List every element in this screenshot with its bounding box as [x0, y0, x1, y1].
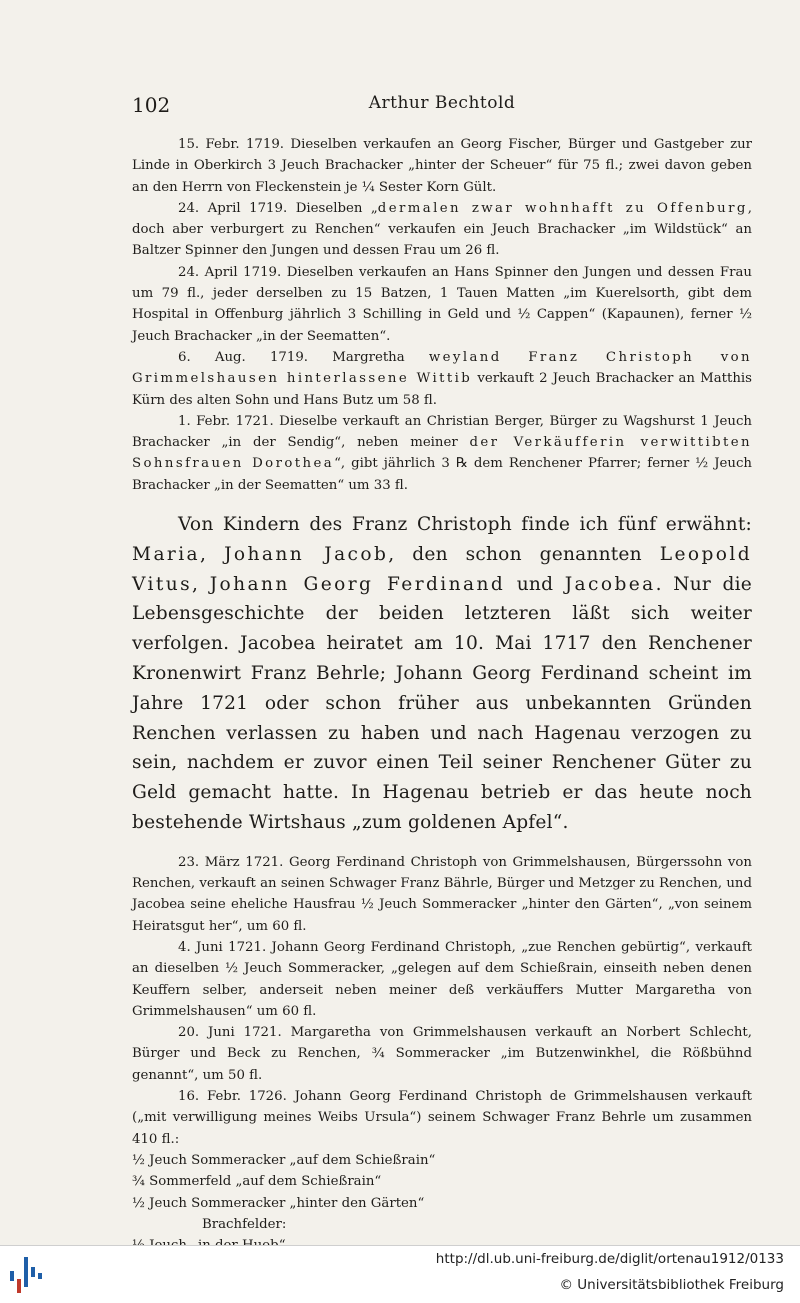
- entry-paragraph: 20. Juni 1721. Margaretha von Grimmelshausen verkauft an Norbert Schlecht, Bürger und Beck zu Renchen, ¾ Sommeracker „im Butzenwinkhel, die Rößbühnd genannt“, um 50 fl.: [132, 1025, 752, 1083]
- viewer-footer: [0, 1245, 800, 1303]
- library-logo-icon: [10, 1257, 42, 1293]
- land-list: [132, 1150, 752, 1256]
- entry-paragraph: 6. Aug. 1719. Margretha weyland Franz Christoph von Grimmelshausen hinterlassene Wittib verkauft 2 Jeuch Brachacker an Matthis Kürn des alten Sohn und Hans Butz um 58 fl.: [132, 349, 753, 408]
- list-subheading: Brachfelder:: [202, 1216, 287, 1232]
- page-number: 102: [132, 93, 171, 117]
- list-item: ½ Jeuch Sommeracker „hinter den Gärten“: [132, 1195, 425, 1211]
- entry-paragraph: 24. April 1719. Dieselben „dermalen zwar wohnhafft zu Offenburg, doch aber verburgert zu Renchen“ verkaufen ein Jeuch Brachacker „im Wildstück“ an Baltzer Spinner den Jungen und dessen Frau um 26 fl.: [132, 200, 752, 259]
- permalink-link[interactable]: http://dl.ub.uni-freiburg.de/diglit/ortenau1912/0133: [435, 1251, 784, 1267]
- page-body: [132, 134, 752, 1256]
- running-head: Arthur Bechtold: [368, 93, 516, 113]
- entry-paragraph: 16. Febr. 1726. Johann Georg Ferdinand Christoph de Grimmelshausen verkauft („mit verwilligung meines Weibs Ursula“) seinem Schwager Franz Behrle um zusammen 410 fl.:: [132, 1089, 752, 1147]
- copyright-notice: © Universitätsbibliothek Freiburg: [559, 1277, 784, 1293]
- entries-bottom: [132, 852, 752, 1150]
- entry-paragraph: 4. Juni 1721. Johann Georg Ferdinand Christoph, „zue Renchen gebürtig“, verkauft an dieselben ½ Jeuch Sommeracker, „gelegen auf dem Schießrain, einseith neben denen Keuffern selber, anderseit neben meiner deß verkäuffers Mutter Margaretha von Grimmelshausen“ um 60 fl.: [132, 940, 752, 1019]
- list-item: ¾ Sommerfeld „auf dem Schießrain“: [132, 1174, 382, 1190]
- list-item: ½ Jeuch Sommeracker „auf dem Schießrain“: [132, 1152, 436, 1168]
- body-text: Von Kindern des Franz Christoph finde ich fünf erwähnt: Maria, Johann Jacob, den schon genannten Leopold Vitus, Johann Georg Ferdinand und Jacobea. Nur die Lebensgeschichte der beiden letzteren läßt sich weiter verfolgen. Jacobea heiratet am 10. Mai 1717 den Renchener Kronenwirt Franz Behrle; Johann Georg Ferdinand scheint im Jahre 1721 oder schon früher aus unbekannten Gründen Renchen verlassen zu haben und nach Hagenau verzogen zu sein, nachdem er zuvor einen Teil seiner Renchener Güter zu Geld gemacht hatte. In Hagenau betrieb er das heute noch bestehende Wirtshaus „zum goldenen Apfel“.: [132, 514, 752, 834]
- entry-paragraph: 23. März 1721. Georg Ferdinand Christoph von Grimmelshausen, Bürgerssohn von Renchen, verkauft an seinen Schwager Franz Bährle, Bürger und Metzger zu Renchen, und Jacobea seine eheliche Hausfrau ½ Jeuch Sommeracker „hinter den Gärten“, „von seinem Heiratsgut her“, um 60 fl.: [132, 854, 752, 934]
- page-header: [132, 93, 752, 119]
- entry-paragraph: 1. Febr. 1721. Dieselbe verkauft an Christian Berger, Bürger zu Wagshurst 1 Jeuch Brachacker „in der Sendig“, neben meiner der Verkäufferin verwittibten Sohnsfrauen Dorothea“, gibt jährlich 3 ℞ dem Renchener Pfarrer; ferner ½ Jeuch Brachacker „in der Seematten“ um 33 fl.: [132, 413, 753, 493]
- main-paragraph: [132, 510, 752, 838]
- entries-top: [132, 134, 752, 496]
- entry-paragraph: 24. April 1719. Dieselben verkaufen an Hans Spinner den Jungen und dessen Frau um 79 fl., jeder derselben zu 15 Batzen, 1 Tauen Matten „im Kuerelsorth, gibt dem Hospital in Offenburg jährlich 3 Schilling in Geld und ½ Cappen“ (Kapaunen), ferner ½ Jeuch Brachacker „in der Seematten“.: [132, 264, 752, 344]
- entry-paragraph: 15. Febr. 1719. Dieselben verkaufen an Georg Fischer, Bürger und Gastgeber zur Linde in Oberkirch 3 Jeuch Brachacker „hinter der Scheuer“ für 75 fl.; zwei davon geben an den Herrn von Fleckenstein je ¼ Sester Korn Gült.: [132, 137, 752, 195]
